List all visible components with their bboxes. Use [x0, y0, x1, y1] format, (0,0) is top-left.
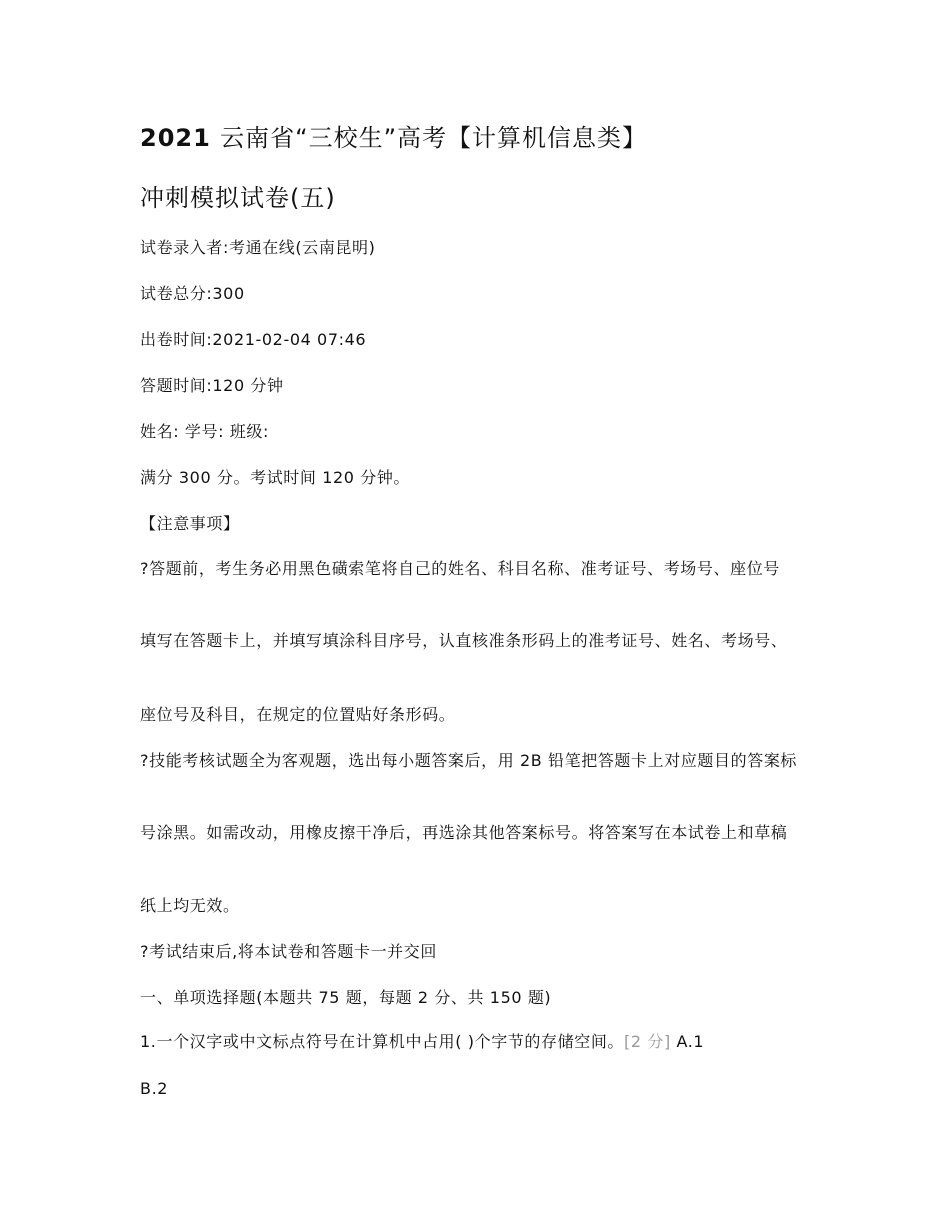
answer-time-line: 答题时间:120 分钟 — [140, 376, 284, 395]
notice-item-1-line-1: ?答题前，考生务必用黑色磺索笔将自己的姓名、科目名称、准考证号、考场号、座位号 — [140, 559, 780, 578]
uploader-line: 试卷录入者:考通在线(云南昆明) — [140, 238, 376, 257]
question-1-option-b: B.2 — [140, 1079, 169, 1098]
question-1-stem: 1.一个汉字或中文标点符号在计算机中占用( )个字节的存储空间。 — [140, 1032, 625, 1051]
question-1-option-a: A.1 — [676, 1032, 705, 1051]
section-1-heading: 一、单项选择题(本题共 75 题，每题 2 分、共 150 题) — [140, 988, 552, 1007]
intro-line: 满分 300 分。考试时间 120 分钟。 — [140, 468, 411, 487]
title-year: 2021 — [140, 124, 211, 152]
notice-item-3: ?考试结束后,将本试卷和答题卡一并交回 — [140, 942, 437, 961]
notice-item-2-line-2: 号涂黑。如需改动，用橡皮擦干净后，再选涂其他答案标号。将答案写在本试卷上和草稿 — [140, 823, 788, 842]
notice-item-2-line-1: ?技能考核试题全为客观题，选出每小题答案后，用 2B 铅笔把答题卡上对应题目的答案标 — [140, 751, 798, 770]
page-title — [140, 122, 647, 154]
notice-item-2-line-3: 纸上均无效。 — [140, 896, 240, 915]
title-main: 云南省“三校生”高考【计算机信息类】 — [220, 124, 648, 152]
issue-time-line: 出卷时间:2021-02-04 07:46 — [140, 330, 367, 349]
notice-item-1-line-3: 座位号及科目，在规定的位置贴好条形码。 — [140, 705, 456, 724]
notice-heading: 【注意事项】 — [140, 514, 240, 533]
question-1 — [140, 1030, 820, 1054]
question-1-score: [2 分] — [624, 1032, 671, 1051]
total-score-line: 试卷总分:300 — [140, 284, 245, 303]
notice-item-1-line-2: 填写在答题卡上，并填写填涂科目序号，认直核准条形码上的准考证号、姓名、考场号、 — [140, 631, 788, 650]
student-fields-line: 姓名: 学号: 班级: — [140, 422, 269, 441]
page-subtitle: 冲刺模拟试卷(五) — [140, 184, 336, 212]
